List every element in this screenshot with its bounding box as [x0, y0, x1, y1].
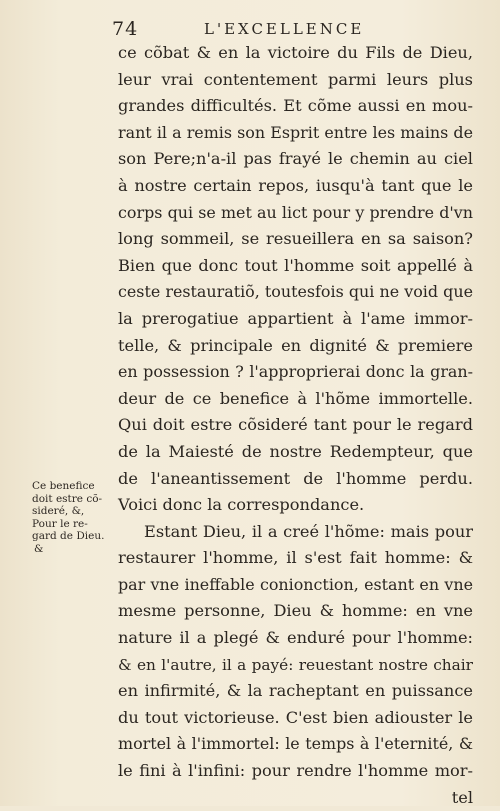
- text-line: ceste restauratiõ, toutesfois qui ne void que: [118, 282, 473, 302]
- text-line: restaurer l'homme, il s'est fait homme: &: [118, 548, 473, 568]
- text-line: son Pere;n'a-il pas frayé le chemin au ciel: [118, 149, 473, 169]
- page-number: 74: [112, 18, 139, 40]
- text-line: Voici donc la correspondance.: [118, 495, 365, 515]
- text-line: à nostre certain repos, iusqu'à tant que le: [118, 175, 473, 195]
- text-line: en possession ? l'approprierai donc la gran-: [118, 362, 473, 382]
- text-line: mortel à l'immortel: le temps à l'eternité, &: [118, 734, 473, 754]
- text-line: du tout victorieuse. C'est bien adiouster le: [118, 707, 473, 727]
- catchword: tel: [451, 787, 473, 807]
- margin-note-line: doit estre cõ-: [32, 492, 103, 505]
- page-header: [112, 14, 482, 42]
- text-line: corps qui se met au lict pour y prendre d'vn: [118, 202, 473, 222]
- text-line: en infirmité, & la racheptant en puissance: [118, 681, 473, 701]
- text-line: Bien que donc tout l'homme soit appellé à: [118, 255, 473, 275]
- text-line: rant il a remis son Esprit entre les mains de: [118, 122, 473, 142]
- margin-note-line: Ce benefice: [32, 480, 95, 492]
- margin-note-line: &: [34, 542, 44, 555]
- margin-note: [32, 480, 118, 555]
- text-line: le fini à l'infini: pour rendre l'homme mor-: [118, 761, 473, 781]
- text-line: deur de ce benefice à l'hõme immortelle.: [118, 388, 473, 408]
- text-line: la prerogatiue appartient à l'ame immor-: [118, 308, 473, 328]
- text-line: telle, & principale en dignité & premiere: [118, 335, 473, 355]
- text-line: long sommeil, se resueillera en sa saison?: [118, 229, 473, 249]
- margin-note-line: sideré, &,: [32, 505, 85, 517]
- text-line: grandes difficultés. Et cõme aussi en mou-: [118, 96, 473, 116]
- text-line: de la Maiesté de nostre Redempteur, que: [118, 441, 473, 461]
- running-title: L'EXCELLENCE: [204, 20, 365, 38]
- text-line: & en l'autre, il a payé: reuestant nostre chair: [118, 655, 473, 674]
- text-line: leur vrai contentement parmi leurs plus: [118, 69, 473, 89]
- margin-note-line: gard de Dieu.: [32, 530, 105, 542]
- text-line: Estant Dieu, il a creé l'hõme: mais pour: [144, 521, 473, 541]
- margin-note-line: Pour le re-: [32, 517, 88, 530]
- text-line: de l'aneantissement de l'homme perdu.: [118, 468, 473, 488]
- body-text: [118, 40, 473, 811]
- text-line: nature il a plegé & enduré pour l'homme:: [118, 628, 473, 648]
- text-line: mesme personne, Dieu & homme: en vne: [118, 601, 473, 621]
- text-line: Qui doit estre cõsideré tant pour le regard: [118, 415, 473, 435]
- text-line: par vne ineffable conionction, estant en vne: [118, 574, 473, 594]
- text-line: ce cõbat & en la victoire du Fils de Dieu,: [118, 43, 473, 62]
